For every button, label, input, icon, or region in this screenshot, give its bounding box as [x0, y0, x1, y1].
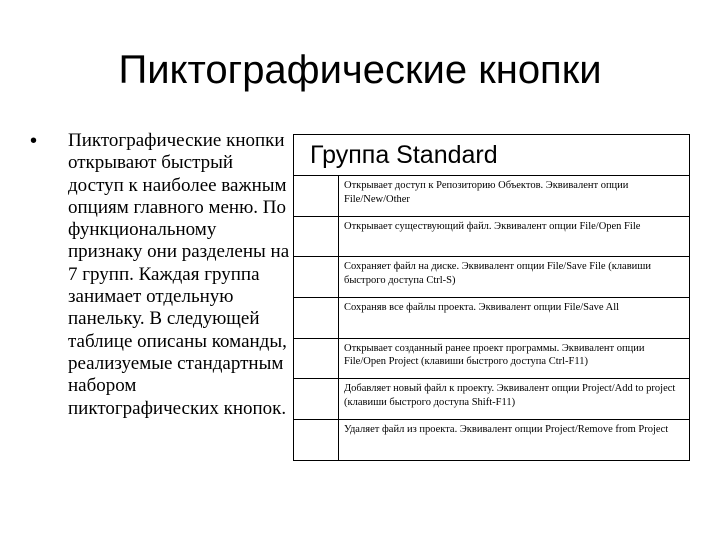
table-row — [294, 338, 690, 379]
row-description: Открывает существующий файл. Эквивалент опции File/Open File — [339, 216, 690, 257]
row-description: Сохраняет файл на диске. Эквивалент опции File/Save File (клавиши быстрого доступа Ctrl-S) — [339, 257, 690, 298]
table-row — [294, 257, 690, 298]
table-row — [294, 216, 690, 257]
save-file-icon — [294, 257, 339, 298]
open-repository-icon — [294, 176, 339, 217]
table-row — [294, 379, 690, 420]
bullet-marker: • — [30, 130, 38, 152]
bullet-text: Пиктографические кнопки открывают быстрый доступ к наиболее важным опциям главного меню. По функциональному признаку они разделены на 7 групп. Каждая группа занимает отдельную панельку. В следующей таблице описаны команды, реализуемые стандартным набором пиктографических кнопок. — [68, 130, 290, 419]
row-description: Добавляет новый файл к проекту. Эквивалент опции Project/Add to project (клавиши быстрого доступа Shift-F11) — [339, 379, 690, 420]
open-project-icon — [294, 338, 339, 379]
table-row — [294, 176, 690, 217]
add-to-project-icon — [294, 379, 339, 420]
table-row — [294, 420, 690, 461]
table-header: Группа Standard — [294, 135, 690, 176]
table-row — [294, 298, 690, 339]
save-all-icon — [294, 298, 339, 339]
standard-group-table — [293, 134, 690, 461]
open-file-icon — [294, 216, 339, 257]
row-description: Открывает созданный ранее проект программы. Эквивалент опции File/Open Project (клавиши быстрого доступа Ctrl-F11) — [339, 338, 690, 379]
row-description: Открывает доступ к Репозиторию Объектов. Эквивалент опции File/New/Other — [339, 176, 690, 217]
remove-from-project-icon — [294, 420, 339, 461]
row-description: Сохраняв все файлы проекта. Эквивалент опции File/Save All — [339, 298, 690, 339]
row-description: Удаляет файл из проекта. Эквивалент опции Project/Remove from Project — [339, 420, 690, 461]
table-header-row — [294, 135, 690, 176]
slide-title: Пиктографические кнопки — [118, 48, 602, 92]
